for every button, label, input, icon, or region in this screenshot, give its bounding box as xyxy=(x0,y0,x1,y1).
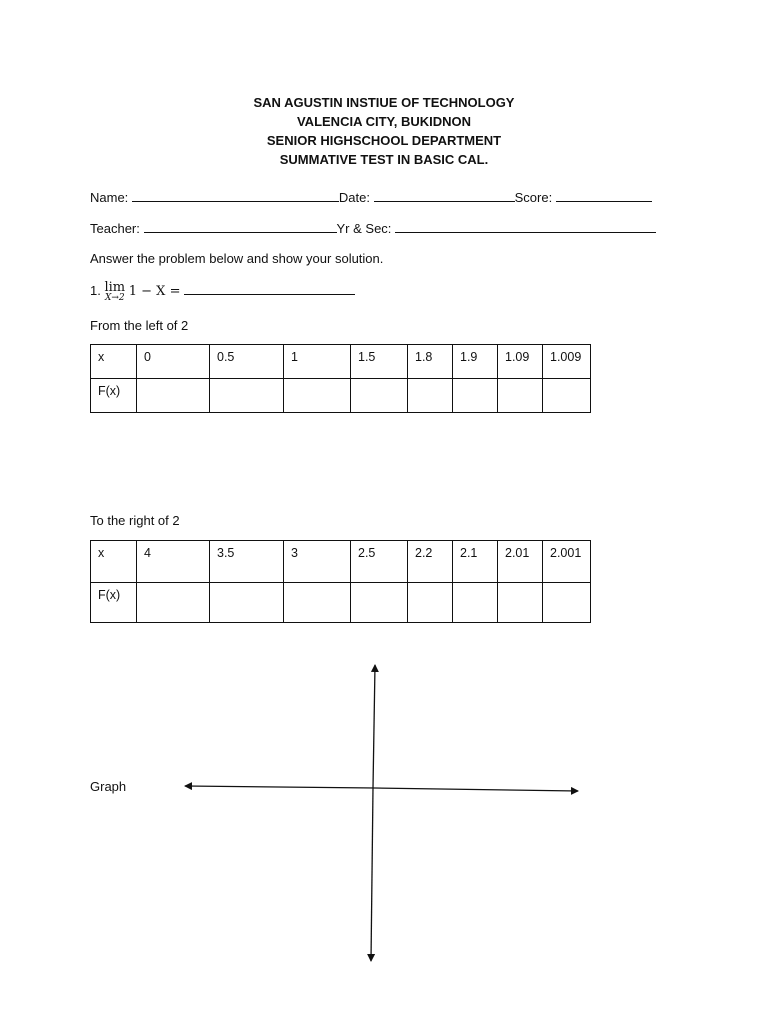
x-value-cell: 3.5 xyxy=(210,541,284,583)
x-value-cell: 1.9 xyxy=(453,345,498,379)
x-value-cell: 2.001 xyxy=(543,541,591,583)
x-value-cell: 2.01 xyxy=(498,541,543,583)
graph-label: Graph xyxy=(90,779,127,794)
x-value-cell: 1.8 xyxy=(408,345,453,379)
x-value-cell: 1 xyxy=(284,345,351,379)
x-header-cell: x xyxy=(91,345,137,379)
y-axis-line xyxy=(373,665,375,788)
lim-subscript: X→2 xyxy=(104,293,125,303)
x-value-cell: 1.09 xyxy=(498,345,543,379)
yrsec-label: Yr & Sec: xyxy=(336,221,392,236)
date-label: Date: xyxy=(338,190,370,205)
x-value-cell: 0 xyxy=(137,345,210,379)
score-label: Score: xyxy=(514,190,553,205)
x-value-cell: 2.2 xyxy=(408,541,453,583)
x-value-cell: 3 xyxy=(284,541,351,583)
x-axis-line xyxy=(375,788,578,791)
x-value-cell: 1.5 xyxy=(351,345,408,379)
instruction-text: Answer the problem below and show your solution. xyxy=(90,251,384,266)
name-label: Name: xyxy=(90,190,129,205)
left-section-title: From the left of 2 xyxy=(90,318,189,333)
x-axis-line xyxy=(185,786,375,788)
test-title: SUMMATIVE TEST IN BASIC CAL. xyxy=(279,152,489,167)
x-value-cell: 4 xyxy=(137,541,210,583)
school-name: SAN AGUSTIN INSTIUE OF TECHNOLOGY xyxy=(253,95,515,110)
limit-expression: 1 − X = xyxy=(128,284,181,299)
right-section-title: To the right of 2 xyxy=(90,513,180,528)
x-value-cell: 2.5 xyxy=(351,541,408,583)
x-value-cell: 1.009 xyxy=(543,345,591,379)
x-value-cell: 0.5 xyxy=(210,345,284,379)
fx-header-cell: F(x) xyxy=(91,379,137,413)
problem-number: 1. xyxy=(90,283,101,298)
x-header-cell: x xyxy=(91,541,137,583)
lim-text: lim xyxy=(104,280,126,295)
teacher-label: Teacher: xyxy=(90,221,140,236)
school-location: VALENCIA CITY, BUKIDNON xyxy=(296,114,472,129)
y-axis-line xyxy=(371,788,373,961)
fx-header-cell: F(x) xyxy=(91,583,137,623)
department-name: SENIOR HIGHSCHOOL DEPARTMENT xyxy=(266,133,502,148)
x-value-cell: 2.1 xyxy=(453,541,498,583)
